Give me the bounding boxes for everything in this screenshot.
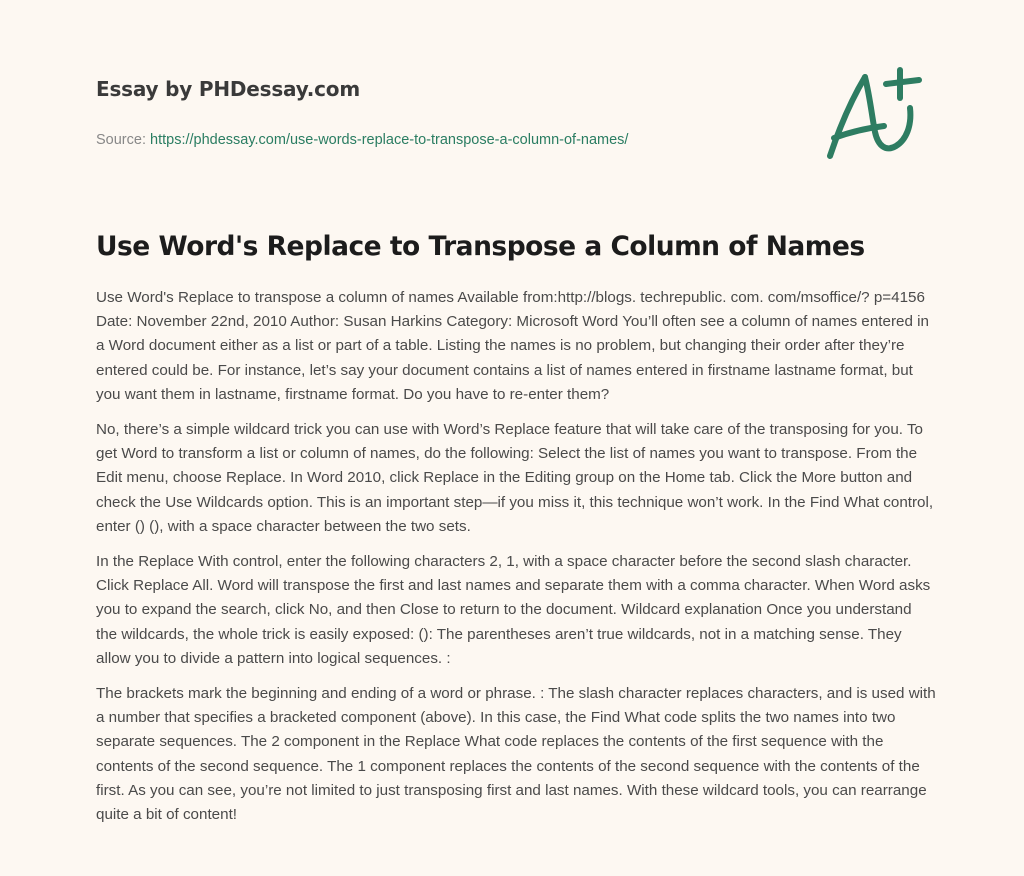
page-header bbox=[96, 74, 628, 150]
article-paragraph: No, there’s a simple wildcard trick you can use with Word’s Replace feature that will take care of the transposing for you. To get Word to transform a list or column of names, do the following: Select the list of names you want to transpose. From the Edit menu, choose Replace. In Word 2010, click Replace in the Editing group on the Home tab. Click the More button and check the Use Wildcards option. This is an important step—if you miss it, this technique won’t work. In the Find What control, enter () (), with a space character between the two sets. bbox=[96, 421, 934, 535]
article-body bbox=[96, 286, 936, 838]
site-title: Essay by PHDessay.com bbox=[96, 77, 360, 101]
article-paragraph: In the Replace With control, enter the following characters 2, 1, with a space character before the second slash character. Click Replace All. Word will transpose the first and last names and separate them with a comma character. When Word asks you to expand the search, click No, and then Close to return to the document. Wildcard explanation Once you understand the wildcards, the whole trick is easily exposed: (): The parentheses aren’t true wildcards, not in a matching sense. They allow you to divide a pattern into logical sequences. : bbox=[96, 553, 931, 667]
source-line bbox=[96, 130, 628, 150]
article-title: Use Word's Replace to Transpose a Column of Names bbox=[96, 231, 865, 262]
source-link[interactable]: https://phdessay.com/use-words-replace-to-transpose-a-column-of-names/ bbox=[150, 132, 629, 148]
a-plus-grade-icon bbox=[820, 62, 930, 166]
article-paragraph: The brackets mark the beginning and ending of a word or phrase. : The slash character replaces characters, and is used with a number that specifies a bracketed component (above). In this case, the Find What code splits the two names into two separate sequences. The 2 component in the Replace What code replaces the contents of the first sequence with the contents of the second sequence. The 1 component replaces the contents of the second sequence with the contents of the first. As you can see, you’re not limited to just transposing first and last names. With these wildcard tools, you can rearrange quite a bit of content! bbox=[96, 685, 936, 824]
source-label: Source: bbox=[96, 132, 146, 148]
article-paragraph: Use Word's Replace to transpose a column of names Available from:http://blogs. techrepublic. com. com/msoffice/? p=4156 Date: November 22nd, 2010 Author: Susan Harkins Category: Microsoft Word You’ll often see a column of names entered in a Word document either as a list or part of a table. Listing the names is no problem, but changing their order after they’re entered could be. For instance, let’s say your document contains a list of names entered in firstname lastname format, but you want them in lastname, firstname format. Do you have to re-enter them? bbox=[96, 289, 929, 403]
